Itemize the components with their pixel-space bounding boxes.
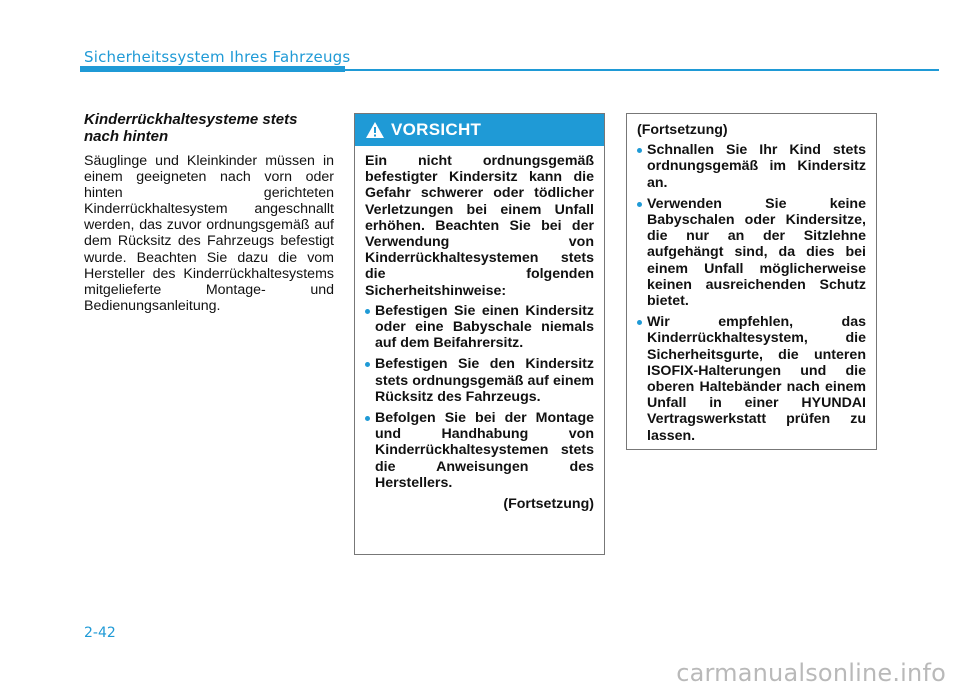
caution-box <box>354 113 605 555</box>
list-item <box>637 196 866 309</box>
list-item-text: Schnallen Sie Ihr Kind stets ordnungsgemäß im Kindersitz an. <box>647 142 866 191</box>
bullet-dot-icon <box>365 309 370 314</box>
list-item-text: Befolgen Sie bei der Montage und Handhabung von Kinderrückhaltesystemen stets die Anweisungen des Herstellers. <box>375 410 594 491</box>
caution-bullet-list <box>365 303 594 491</box>
continued-label: (Fortsetzung) <box>503 496 594 513</box>
header-rule-thick <box>80 66 345 72</box>
list-item <box>365 410 594 491</box>
caution-intro: Ein nicht ordnungsgemäß befestigter Kindersitz kann die Gefahr schwerer oder tödlicher Verletzungen bei einem Unfall erhöhen. Beachten Sie bei der Verwendung von Kinderrückhaltesystemen stets die folgenden Sicherheitshinweise: <box>365 153 594 299</box>
list-item-text: Verwenden Sie keine Babyschalen oder Kindersitze, die nur an der Sitzlehne aufgehängt sind, da dies bei einem Unfall möglicherweise keinen ausreichenden Schutz bietet. <box>647 195 866 310</box>
list-item-text: Befestigen Sie einen Kindersitz oder eine Babyschale niemals auf dem Beifahrersitz. <box>375 302 594 352</box>
warning-triangle-icon <box>365 121 385 139</box>
header-rule-thin <box>345 69 939 71</box>
continuation-bullet-list <box>637 142 866 444</box>
continuation-box <box>626 113 877 450</box>
section-title: Sicherheitssystem Ihres Fahrzeugs <box>84 48 351 66</box>
caution-header <box>355 114 604 146</box>
list-item <box>637 314 866 444</box>
continuation-label: (Fortsetzung) <box>637 122 728 138</box>
bullet-dot-icon <box>365 362 370 367</box>
list-item-text: Wir empfehlen, das Kinderrückhaltesystem, die Sicherheitsgurte, die unteren ISOFIX-Halterungen und die oberen Haltebänder nach einem Unfall in einer HYUNDAI Vertragswerkstatt prüfen zu lassen. <box>647 314 866 444</box>
list-item <box>365 356 594 405</box>
list-item <box>637 142 866 191</box>
bullet-dot-icon <box>637 202 642 207</box>
list-item <box>365 303 594 352</box>
left-column <box>84 111 334 314</box>
watermark: carmanualsonline.info <box>676 659 946 687</box>
left-heading: Kinderrückhaltesysteme stets nach hinten <box>84 111 298 145</box>
caution-label: VORSICHT <box>391 120 482 139</box>
page-number: 2-42 <box>84 625 116 641</box>
list-item-text: Befestigen Sie den Kindersitz stets ordnungsgemäß auf einem Rücksitz des Fahrzeugs. <box>375 356 594 405</box>
bullet-dot-icon <box>637 320 642 325</box>
bullet-dot-icon <box>365 416 370 421</box>
continuation-content <box>627 114 876 444</box>
bullet-dot-icon <box>637 148 642 153</box>
caution-content <box>355 146 604 512</box>
left-body: Säuglinge und Kleinkinder müssen in einem geeigneten nach vorn oder hinten gerichteten Kinderrückhaltesystem angeschnallt werden, das zuvor ordnungsgemäß auf dem Rücksitz des Fahrzeugs befestigt wurde. Beachten Sie dazu die vom Hersteller des Kinderrückhaltesystems mitgelieferte Montage- und Bedienungsanleitung. <box>84 153 334 314</box>
